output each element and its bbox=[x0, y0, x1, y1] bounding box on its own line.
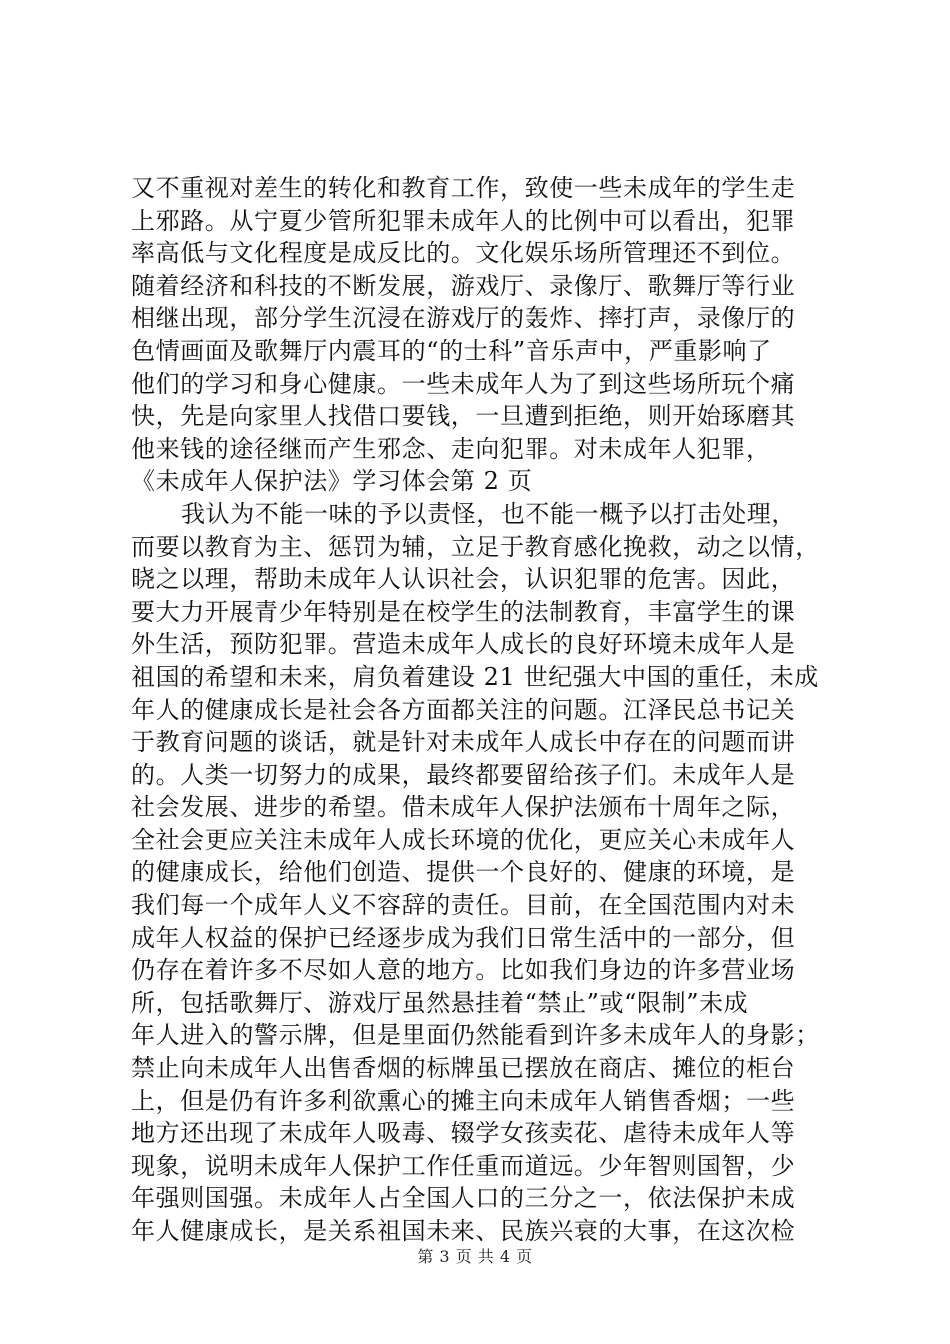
text-line: 上，但是仍有许多利欲熏心的摊主向未成年人销售香烟；一些 bbox=[131, 1086, 796, 1115]
text-line: 我们每一个成年人义不容辞的责任。目前，在全国范围内对未 bbox=[131, 891, 796, 920]
text-line: 年人的健康成长是社会各方面都关注的问题。江泽民总书记关 bbox=[131, 695, 796, 724]
text-line: 年强则国强。未成年人占全国人口的三分之一，依法保护未成 bbox=[131, 1184, 796, 1213]
text-line: 现象，说明未成年人保护工作任重而道远。少年智则国智，少 bbox=[131, 1151, 796, 1180]
text-line: 快，先是向家里人找借口要钱，一旦遭到拒绝，则开始琢磨其 bbox=[131, 402, 796, 431]
text-line: 要大力开展青少年特别是在校学生的法制教育，丰富学生的课 bbox=[131, 597, 796, 626]
text-line: 相继出现，部分学生沉浸在游戏厅的轰炸、摔打声，录像厅的 bbox=[131, 304, 796, 333]
text-line: 他们的学习和身心健康。一些未成年人为了到这些场所玩个痛 bbox=[131, 369, 796, 398]
text-line: 年人进入的警示牌，但是里面仍然能看到许多未成年人的身影； bbox=[131, 1021, 820, 1050]
text-line: 又不重视对差生的转化和教育工作，致使一些未成年的学生走 bbox=[131, 174, 796, 202]
text-line: 地方还出现了未成年人吸毒、辍学女孩卖花、虐待未成年人等 bbox=[131, 1119, 796, 1148]
text-line: 上邪路。从宁夏少管所犯罪未成年人的比例中可以看出，犯罪 bbox=[131, 206, 796, 235]
text-line: 随着经济和科技的不断发展，游戏厅、录像厅、歌舞厅等行业 bbox=[131, 271, 796, 300]
text-line: 全社会更应关注未成年人成长环境的优化，更应关心未成年人 bbox=[131, 825, 796, 854]
text-line: 于教育问题的谈话，就是针对未成年人成长中存在的问题而讲 bbox=[131, 728, 796, 757]
text-line: 的。人类一切努力的成果，最终都要留给孩子们。未成年人是 bbox=[131, 760, 796, 789]
text-line: 的健康成长，给他们创造、提供一个良好的、健康的环境，是 bbox=[131, 858, 796, 887]
text-line: 祖国的希望和未来，肩负着建设 21 世纪强大中国的重任，未成 bbox=[131, 662, 819, 691]
section-heading-line: 《未成年人保护法》学习体会第 2 页 bbox=[131, 467, 533, 496]
text-line: 仍存在着许多不尽如人意的地方。比如我们身边的许多营业场 bbox=[131, 956, 796, 985]
text-line: 年人健康成长，是关系祖国未来、民族兴衰的大事，在这次检 bbox=[131, 1217, 796, 1245]
text-line: 禁止向未成年人出售香烟的标牌虽已摆放在商店、摊位的柜台 bbox=[131, 1054, 796, 1083]
body-text bbox=[131, 172, 831, 1248]
text-line: 社会发展、进步的希望。借未成年人保护法颁布十周年之际， bbox=[131, 793, 796, 822]
text-line: 成年人权益的保护已经逐步成为我们日常生活中的一部分，但 bbox=[131, 923, 796, 952]
text-line: 率高低与文化程度是成反比的。文化娱乐场所管理还不到位。 bbox=[131, 239, 796, 268]
paragraph-first-line: 我认为不能一味的予以责怪，也不能一概予以打击处理， bbox=[181, 499, 796, 528]
page-number-footer: 第 3 页 共 4 页 bbox=[417, 1247, 533, 1266]
text-line: 他来钱的途径继而产生邪念、走向犯罪。对未成年人犯罪， bbox=[131, 434, 771, 463]
text-line: 晓之以理，帮助未成年人认识社会，认识犯罪的危害。因此， bbox=[131, 565, 796, 594]
text-line: 而要以教育为主、惩罚为辅，立足于教育感化挽救，动之以情， bbox=[131, 532, 820, 561]
text-line: 色情画面及歌舞厅内震耳的“的士科”音乐声中，严重影响了 bbox=[131, 336, 772, 365]
text-line: 所，包括歌舞厅、游戏厅虽然悬挂着“禁止”或“限制”未成 bbox=[131, 988, 749, 1017]
text-line: 外生活，预防犯罪。营造未成年人成长的良好环境未成年人是 bbox=[131, 630, 796, 659]
